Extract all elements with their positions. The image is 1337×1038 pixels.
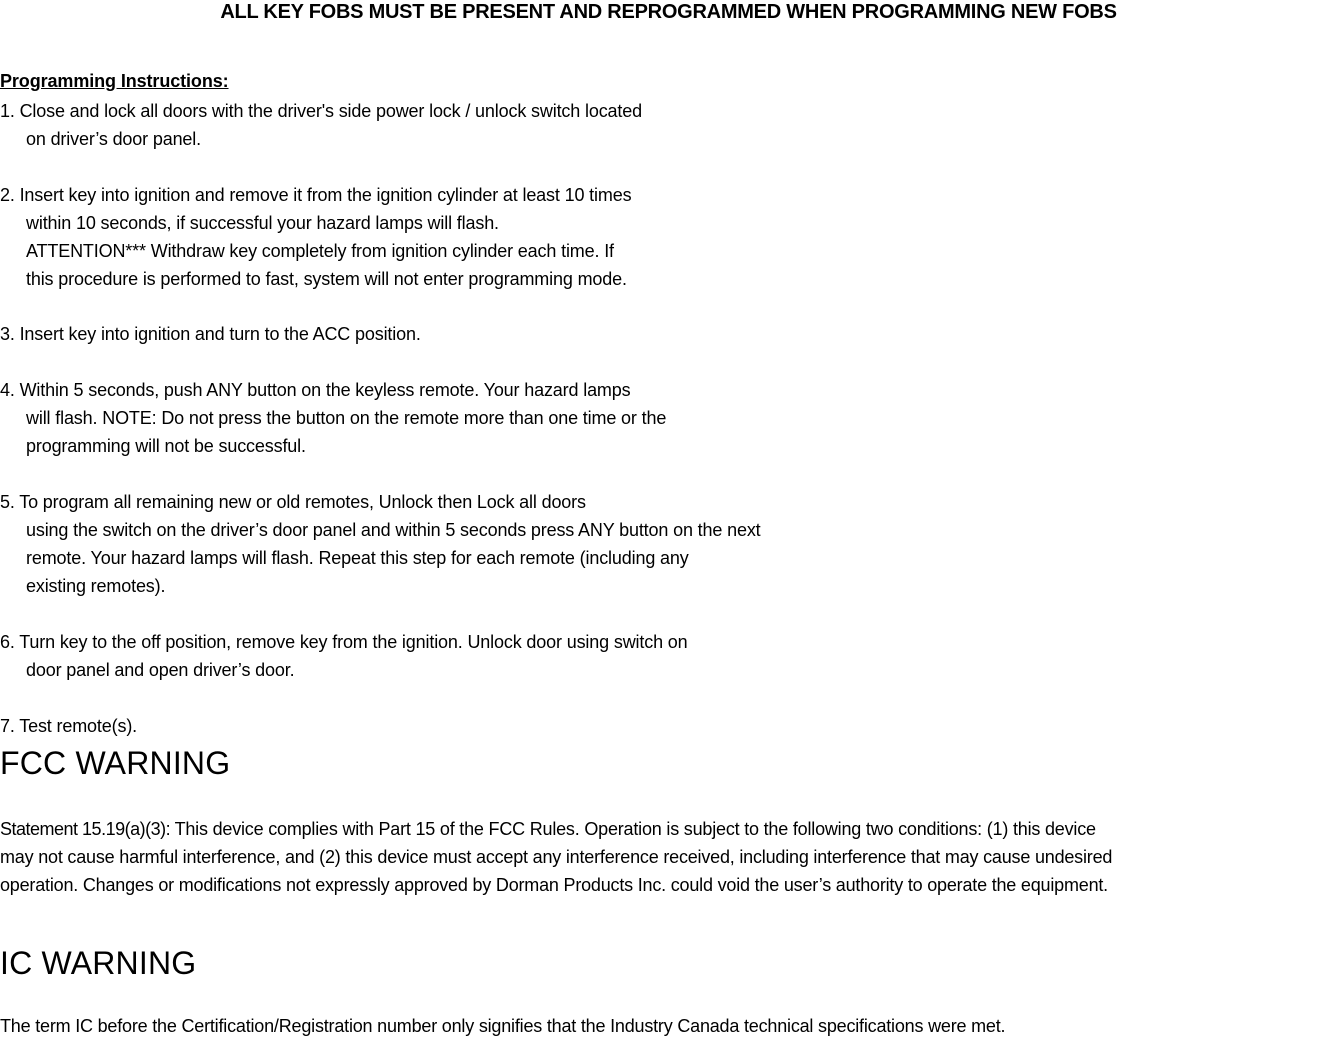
step-5-line-2: using the switch on the driver’s door panel and within 5 seconds press ANY button on the next	[26, 520, 761, 540]
fcc-line-1-text: This device complies with Part 15 of the FCC Rules. Operation is subject to the following two conditions: (1) this device	[174, 819, 1096, 839]
ic-heading: IC WARNING	[0, 945, 197, 981]
step-1-line-2: on driver’s door panel.	[26, 129, 201, 149]
step-2-line-2: within 10 seconds, if successful your hazard lamps will flash.	[26, 213, 499, 233]
step-5-line-1: 5. To program all remaining new or old remotes, Unlock then Lock all doors	[0, 492, 586, 512]
step-2-line-1: 2. Insert key into ignition and remove it from the ignition cylinder at least 10 times	[0, 185, 632, 205]
step-6-line-2: door panel and open driver’s door.	[26, 660, 295, 680]
fcc-heading: FCC WARNING	[0, 745, 231, 781]
step-4-line-3: programming will not be successful.	[26, 436, 306, 456]
step-6-line-1: 6. Turn key to the off position, remove key from the ignition. Unlock door using switch on	[0, 632, 688, 652]
step-3-line-1: 3. Insert key into ignition and turn to the ACC position.	[0, 324, 421, 344]
programming-heading: Programming Instructions:	[0, 71, 229, 91]
step-1-line-1: 1. Close and lock all doors with the driver's side power lock / unlock switch located	[0, 101, 642, 121]
fcc-statement-label: Statement 15.19(a)(3):	[0, 819, 171, 839]
step-7-line-1: 7. Test remote(s).	[0, 716, 138, 736]
step-4-line-1: 4. Within 5 seconds, push ANY button on the keyless remote. Your hazard lamps	[0, 380, 631, 400]
ic-text: The term IC before the Certification/Registration number only signifies that the Industry Canada technical specifications were met.	[0, 1016, 1006, 1036]
step-5-line-3: remote. Your hazard lamps will flash. Repeat this step for each remote (including any	[26, 548, 689, 568]
step-2-line-3: ATTENTION*** Withdraw key completely from ignition cylinder each time. If	[26, 241, 614, 261]
fcc-line-1	[0, 818, 1096, 840]
page-title: ALL KEY FOBS MUST BE PRESENT AND REPROGRAMMED WHEN PROGRAMMING NEW FOBS	[220, 1, 1117, 23]
step-5-line-4: existing remotes).	[26, 576, 166, 596]
fcc-line-2: may not cause harmful interference, and (2) this device must accept any interference received, including interference that may cause undesired	[0, 847, 1113, 867]
step-2-line-4: this procedure is performed to fast, system will not enter programming mode.	[26, 269, 627, 289]
fcc-line-3: operation. Changes or modifications not expressly approved by Dorman Products Inc. could void the user’s authority to operate the equipment.	[0, 875, 1108, 895]
step-4-line-2: will flash. NOTE: Do not press the button on the remote more than one time or the	[26, 408, 667, 428]
